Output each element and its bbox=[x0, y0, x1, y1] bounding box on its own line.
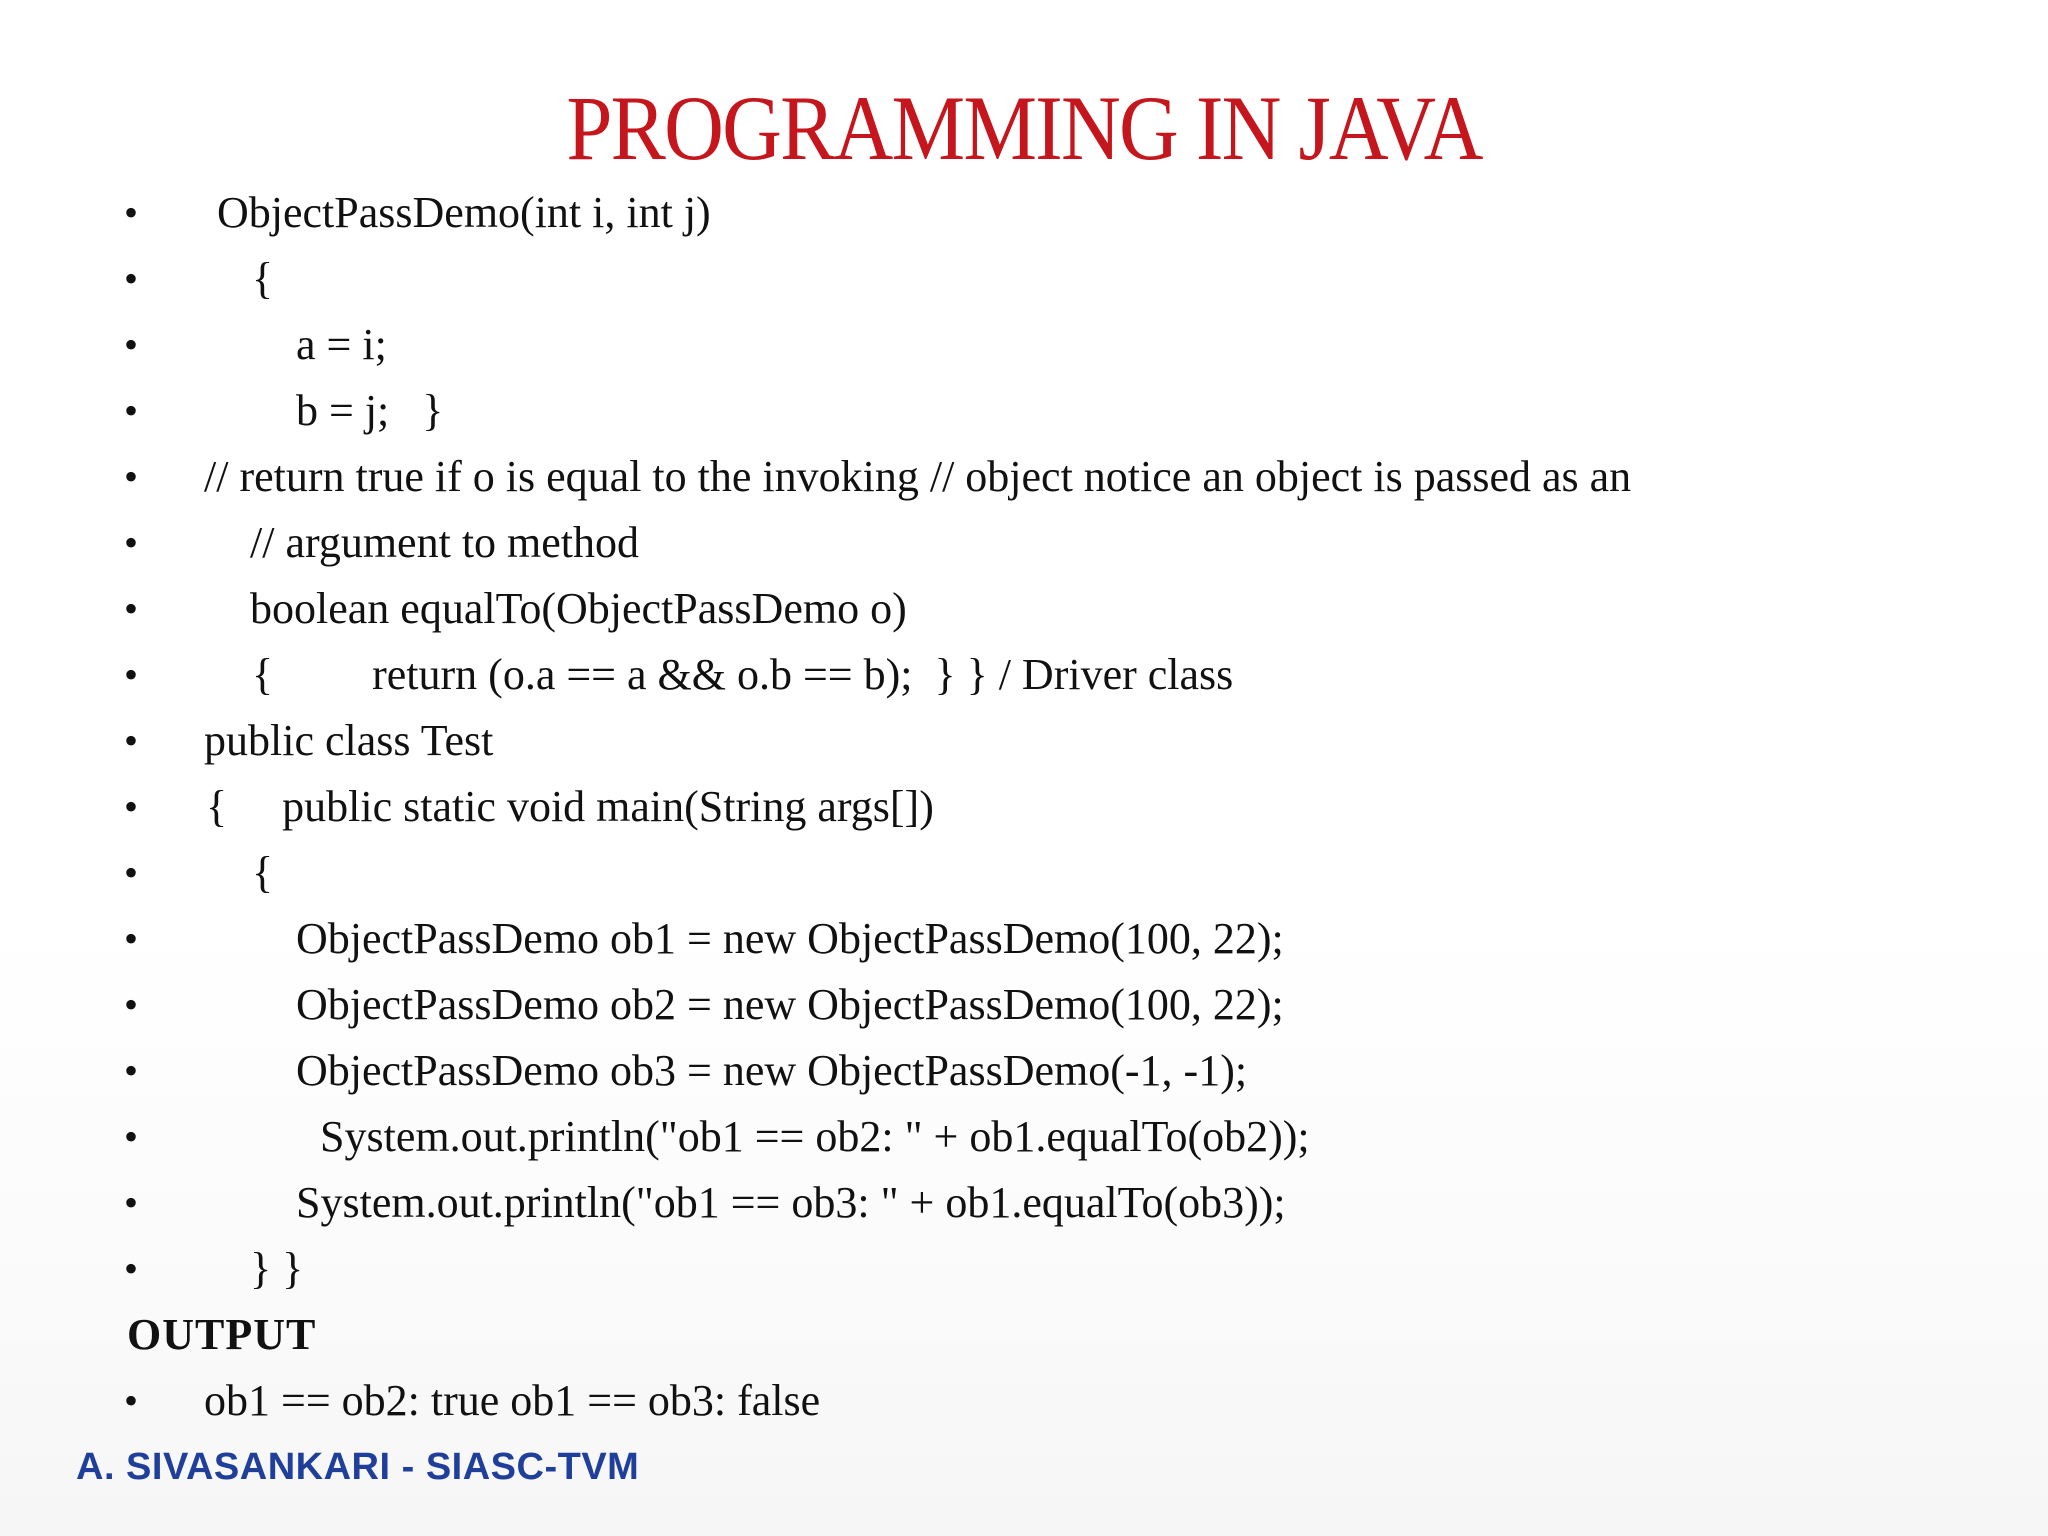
list-item bbox=[0, 1104, 2048, 1170]
bullet-icon: • bbox=[124, 850, 139, 895]
code-line: System.out.println("ob1 == ob2: " + ob1.equalTo(ob2)); bbox=[320, 1112, 1310, 1161]
list-item bbox=[0, 444, 2048, 510]
bullet-icon: • bbox=[124, 1180, 139, 1225]
list-item bbox=[0, 378, 2048, 444]
bullet-icon: • bbox=[124, 1246, 139, 1291]
bullet-icon: • bbox=[124, 916, 139, 961]
code-line: b = j; } bbox=[296, 386, 444, 435]
code-line: { return (o.a == a && o.b == b); } } / Driver class bbox=[252, 650, 1234, 699]
list-item bbox=[0, 840, 2048, 906]
bullet-icon: • bbox=[124, 718, 139, 763]
code-line: public class Test bbox=[204, 716, 494, 765]
bullet-icon: • bbox=[124, 1114, 139, 1159]
list-item bbox=[0, 510, 2048, 576]
list-item bbox=[0, 708, 2048, 774]
list-item bbox=[0, 1038, 2048, 1104]
code-line: { bbox=[252, 848, 274, 897]
output-line: ob1 == ob2: true ob1 == ob3: false bbox=[204, 1376, 821, 1425]
code-line: // argument to method bbox=[250, 518, 640, 567]
bullet-icon: • bbox=[124, 784, 139, 829]
code-line: { bbox=[252, 254, 274, 303]
footer-author: A. SIVASANKARI - SIASC-TVM bbox=[76, 1446, 640, 1488]
bullet-icon: • bbox=[124, 256, 139, 301]
code-line: boolean equalTo(ObjectPassDemo o) bbox=[250, 584, 907, 633]
output-list-item bbox=[0, 1368, 2048, 1434]
code-line: ObjectPassDemo(int i, int j) bbox=[206, 188, 711, 237]
code-line: ObjectPassDemo ob1 = new ObjectPassDemo(100, 22); bbox=[296, 914, 1284, 963]
list-item bbox=[0, 576, 2048, 642]
slide-title: PROGRAMMING IN JAVA bbox=[566, 77, 1482, 179]
bullet-icon: • bbox=[124, 520, 139, 565]
bullet-icon: • bbox=[124, 652, 139, 697]
code-line: ObjectPassDemo ob2 = new ObjectPassDemo(100, 22); bbox=[296, 980, 1284, 1029]
list-item bbox=[0, 1170, 2048, 1236]
code-line: { public static void main(String args[]) bbox=[206, 782, 934, 831]
list-item bbox=[0, 642, 2048, 708]
bullet-icon: • bbox=[124, 1378, 139, 1423]
list-item bbox=[0, 312, 2048, 378]
bullet-icon: • bbox=[124, 388, 139, 433]
bullet-icon: • bbox=[124, 322, 139, 367]
bullet-icon: • bbox=[124, 982, 139, 1027]
code-line: } } bbox=[250, 1244, 304, 1293]
output-heading: OUTPUT bbox=[127, 1310, 317, 1359]
bullet-icon: • bbox=[124, 190, 139, 235]
list-item bbox=[0, 972, 2048, 1038]
bullet-icon: • bbox=[124, 454, 139, 499]
code-line: ObjectPassDemo ob3 = new ObjectPassDemo(-1, -1); bbox=[296, 1046, 1248, 1095]
code-line: // return true if o is equal to the invoking // object notice an object is passed as an bbox=[204, 452, 1632, 501]
list-item bbox=[0, 774, 2048, 840]
code-line: a = i; bbox=[296, 320, 387, 369]
bullet-icon: • bbox=[124, 586, 139, 631]
code-line: System.out.println("ob1 == ob3: " + ob1.equalTo(ob3)); bbox=[296, 1178, 1286, 1227]
list-item bbox=[0, 1236, 2048, 1302]
list-item bbox=[0, 246, 2048, 312]
list-item bbox=[0, 906, 2048, 972]
list-item bbox=[0, 180, 2048, 246]
bullet-icon: • bbox=[124, 1048, 139, 1093]
